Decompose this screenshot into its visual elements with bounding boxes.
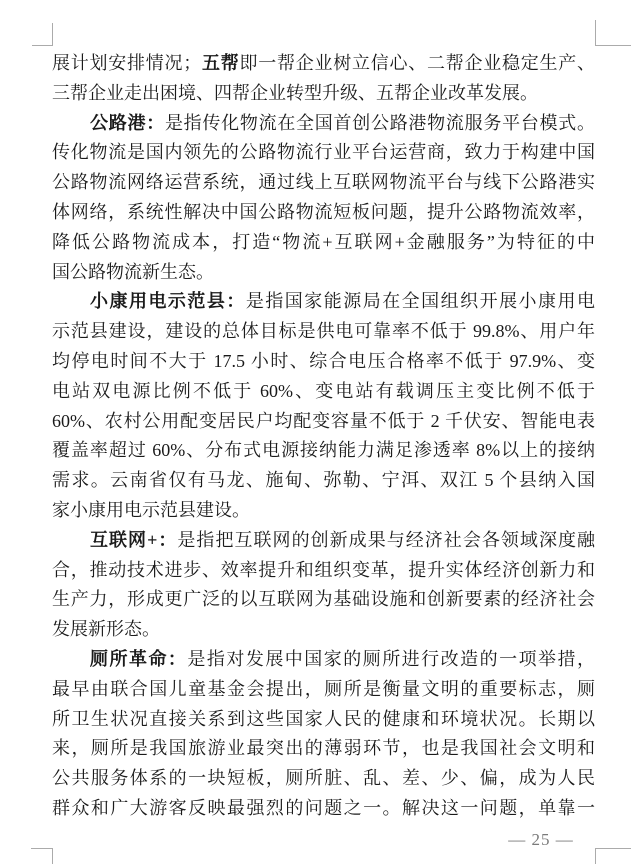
text-line — [52, 287, 595, 317]
text-line — [52, 526, 595, 556]
text-line — [52, 317, 595, 347]
term-emphasis: 公路港： — [90, 112, 165, 133]
text-line — [52, 466, 595, 496]
text-run: 降低公路物流成本，打造“物流+互联网+金融服务”为特征的中 — [52, 231, 595, 252]
text-line — [52, 138, 595, 168]
text-run: 所卫生状况直接关系到这些国家人民的健康和环境状况。长期以 — [52, 708, 595, 729]
paragraph — [52, 645, 595, 824]
text-run: 生产力，形成更广泛的以互联网为基础设施和创新要素的经济社会 — [52, 589, 595, 610]
text-line — [52, 436, 595, 466]
crop-mark-bottom-right — [595, 848, 631, 864]
crop-mark-top-right — [595, 20, 631, 46]
text-run: 发展新形态。 — [52, 619, 160, 640]
text-line — [52, 645, 595, 675]
paragraph — [52, 49, 595, 109]
text-run: 60%、农村公用配变居民户均配变容量不低于 2 千伏安、智能电表 — [52, 410, 595, 431]
document-body — [52, 49, 595, 824]
text-line — [52, 347, 595, 377]
text-run: 均停电时间不大于 17.5 小时、综合电压合格率不低于 97.9%、变 — [52, 350, 595, 371]
text-line — [52, 705, 595, 735]
text-line — [52, 109, 595, 139]
text-run: 三帮企业走出困境、四帮企业转型升级、五帮企业改革发展。 — [52, 82, 538, 103]
paragraph — [52, 526, 595, 645]
text-run: 合，推动技术进步、效率提升和组织变革，提升实体经济创新力和 — [52, 559, 595, 580]
text-run: 家小康用电示范县建设。 — [52, 499, 250, 520]
text-line — [52, 585, 595, 615]
text-run: 是指对发展中国家的厕所进行改造的一项举措， — [187, 648, 595, 669]
text-line — [52, 377, 595, 407]
term-emphasis: 厕所革命： — [90, 648, 188, 669]
term-emphasis: 小康用电示范县： — [90, 291, 246, 312]
text-line — [52, 228, 595, 258]
text-line — [52, 794, 595, 824]
page-number: — 25 — — [508, 830, 574, 849]
text-run: 需求。云南省仅有马龙、施甸、弥勒、宁洱、双江 5 个县纳入国 — [52, 470, 595, 491]
text-run: 是指把互联网的创新成果与经济社会各领域深度融 — [177, 529, 595, 550]
term-emphasis: 互联网+： — [90, 529, 178, 550]
text-run: 覆盖率超过 60%、分布式电源接纳能力满足渗透率 8%以上的接纳 — [52, 440, 595, 461]
text-line — [52, 258, 595, 288]
text-run: 是指传化物流在全国首创公路港物流服务平台模式。 — [164, 112, 595, 133]
text-run: 国公路物流新生态。 — [52, 261, 214, 282]
paragraph — [52, 287, 595, 525]
text-line — [52, 675, 595, 705]
text-run: 公路物流网络运营系统，通过线上互联网物流平台与线下公路港实 — [52, 172, 595, 193]
text-line — [52, 49, 595, 79]
term-emphasis: 五帮 — [201, 53, 240, 73]
text-line — [52, 764, 595, 794]
text-line — [52, 168, 595, 198]
text-run: 最早由联合国儿童基金会提出，厕所是衡量文明的重要标志，厕 — [52, 678, 595, 699]
text-run: 传化物流是国内领先的公路物流行业平台运营商，致力于构建中国 — [52, 142, 595, 163]
text-run: 展计划安排情况； — [52, 53, 202, 73]
crop-mark-bottom-left — [31, 848, 53, 864]
text-run: 体网络，系统性解决中国公路物流短板问题，提升公路物流效率， — [52, 201, 595, 222]
text-run: 电站双电源比例不低于 60%、变电站有载调压主变比例不低于 — [52, 380, 595, 401]
text-line — [52, 496, 595, 526]
text-line — [52, 734, 595, 764]
text-line — [52, 407, 595, 437]
text-line — [52, 79, 595, 109]
paragraph — [52, 109, 595, 288]
text-run: 群众和广大游客反映最强烈的问题之一。解决这一问题，单靠一 — [52, 797, 595, 818]
text-run: 来，厕所是我国旅游业最突出的薄弱环节，也是我国社会文明和 — [52, 738, 595, 759]
text-line — [52, 615, 595, 645]
crop-mark-top-left — [32, 23, 53, 46]
text-run: 示范县建设，建设的总体目标是供电可靠率不低于 99.8%、用户年 — [52, 321, 595, 342]
text-run: 公共服务体系的一块短板，厕所脏、乱、差、少、偏，成为人民 — [52, 768, 595, 789]
text-line — [52, 556, 595, 586]
text-line — [52, 198, 595, 228]
text-run: 是指国家能源局在全国组织开展小康用电 — [245, 291, 595, 312]
text-run: 即一帮企业树立信心、二帮企业稳定生产、 — [239, 53, 595, 73]
